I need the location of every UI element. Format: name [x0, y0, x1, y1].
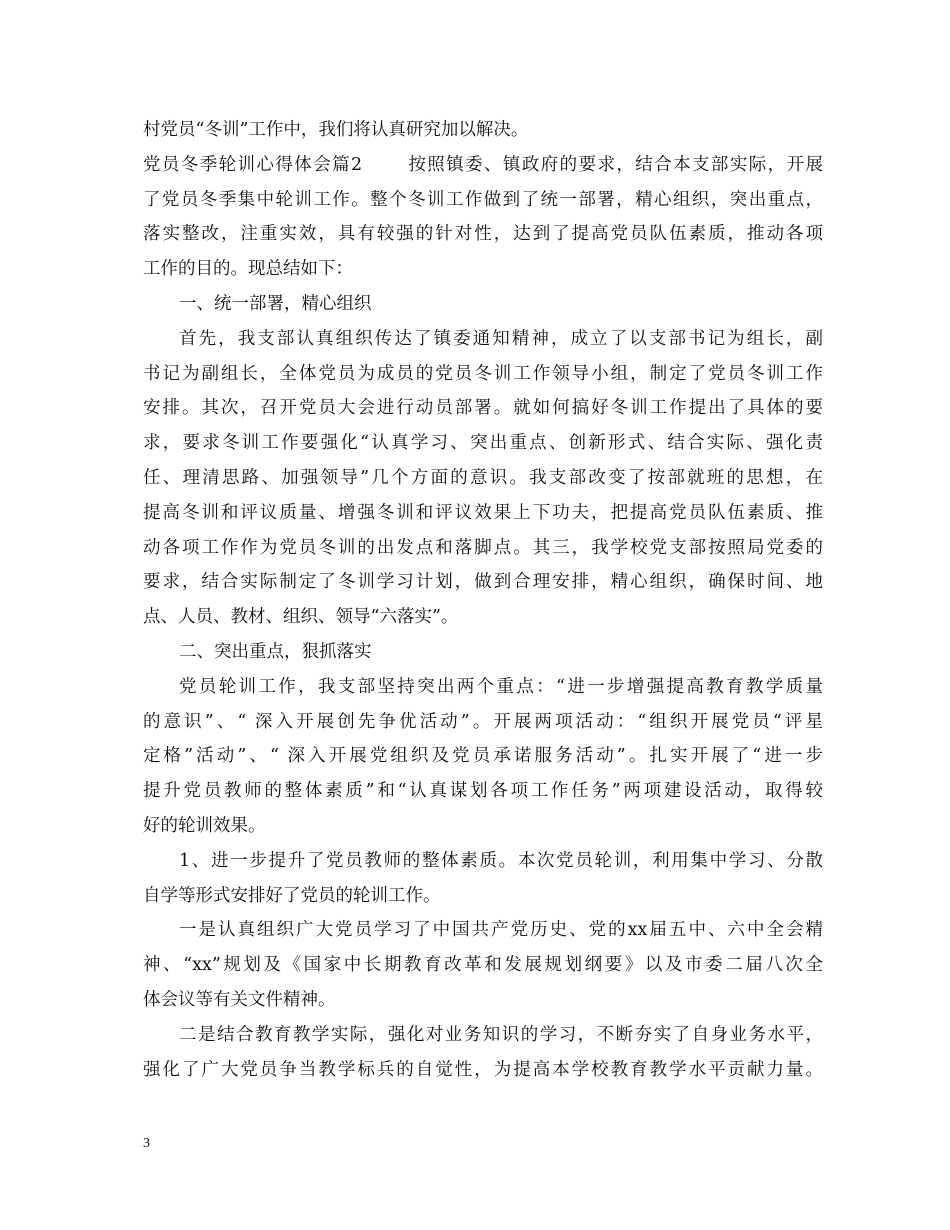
text-line: 安排。其次，召开党员大会进行动员部署。就如何搞好冬训工作提出了具体的要 — [143, 398, 823, 419]
text-line: 自学等形式安排好了党员的轮训工作。 — [143, 885, 441, 906]
text-line: 体会议等有关文件精神。 — [143, 989, 336, 1010]
text-line: 一、统一部署，精心组织 — [179, 293, 372, 314]
text-line: 动各项工作作为党员冬训的出发点和落脚点。其三，我学校党支部按照局党委的 — [143, 537, 823, 558]
text-line: 二是结合教育教学实际，强化对业务知识的学习，不断夯实了自身业务水平， — [179, 1024, 823, 1045]
text-line: 任、理清思路、加强领导”几个方面的意识。我支部改变了按部就班的思想，在 — [143, 467, 823, 488]
text-line: 工作的目的。现总结如下： — [143, 259, 353, 280]
text-line: 一是认真组织广大党员学习了中国共产党历史、党的xx届五中、六中全会精 — [179, 920, 823, 941]
text-line: 好的轮训效果。 — [143, 815, 266, 836]
text-line: 了党员冬季集中轮训工作。整个冬训工作做到了统一部署，精心组织，突出重点， — [143, 189, 823, 210]
text-line: 落实整改，注重实效，具有较强的针对性，达到了提高党员队伍素质，推动各项 — [143, 224, 823, 245]
text-line: 定格”活动”、“ 深入开展党组织及党员承诺服务活动”。扎实开展了“进一步 — [143, 746, 823, 767]
text-line: 二、突出重点，狠抓落实 — [179, 641, 372, 662]
document-body — [143, 113, 823, 1087]
text-line: 村党员“冬训”工作中，我们将认真研究加以解决。 — [143, 120, 529, 140]
text-line: 首先，我支部认真组织传达了镇委通知精神，成立了以支部书记为组长，副 — [179, 328, 823, 349]
text-line: 党员轮训工作，我支部坚持突出两个重点：“进一步增强提高教育教学质量 — [179, 676, 823, 697]
text-line: 的意识”、“ 深入开展创先争优活动”。开展两项活动：“组织开展党员“评星 — [143, 711, 823, 732]
text-line: 求，要求冬训工作要强化“认真学习、突出重点、创新形式、结合实际、强化责 — [143, 433, 823, 454]
page-number: 3 — [143, 1136, 150, 1151]
text-line: 书记为副组长，全体党员为成员的党员冬训工作领导小组，制定了党员冬训工作 — [143, 363, 823, 384]
text-line: 提升党员教师的整体素质”和“认真谋划各项工作任务”两项建设活动，取得较 — [143, 781, 823, 802]
text-line: 提高冬训和评议质量、增强冬训和评议效果上下功夫，把提高党员队伍素质、推 — [143, 502, 823, 523]
text-line: 强化了广大党员争当教学标兵的自觉性，为提高本学校教育教学水平贡献力量。 — [143, 1059, 823, 1080]
text-line: 要求，结合实际制定了冬训学习计划，做到合理安排，精心组织，确保时间、地 — [143, 572, 823, 593]
text-line: 神、“xx”规划及《国家中长期教育改革和发展规划纲要》以及市委二届八次全 — [143, 955, 823, 976]
text-line: 点、人员、教材、组织、领导“六落实”。 — [143, 607, 459, 628]
text-line: 1、进一步提升了党员教师的整体素质。本次党员轮训，利用集中学习、分散 — [179, 850, 823, 871]
text-line: 党员冬季轮训心得体会篇2 按照镇委、镇政府的要求，结合本支部实际，开展 — [143, 154, 823, 175]
